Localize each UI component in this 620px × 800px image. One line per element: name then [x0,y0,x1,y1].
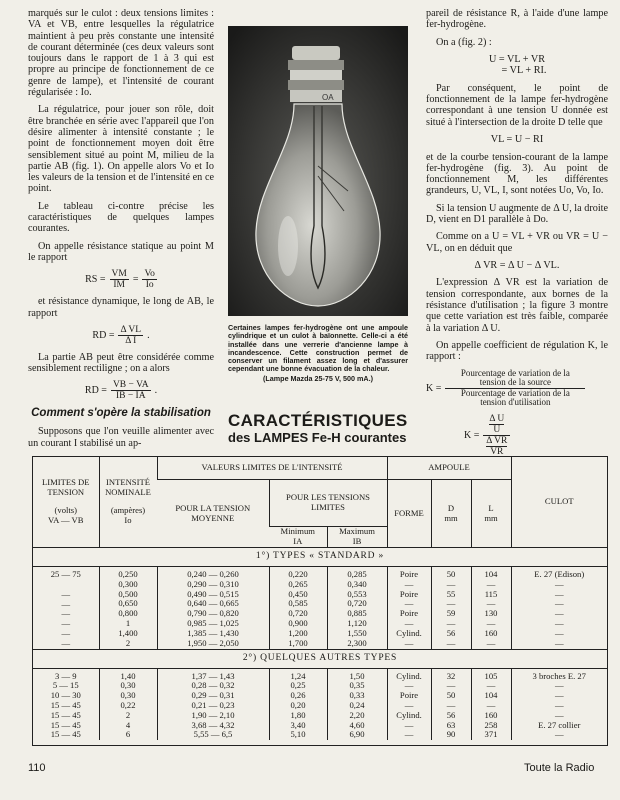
cell: 130 [484,608,498,619]
paragraph: On appelle résistance statique au point M le rapport [28,240,214,263]
cell: Poire [399,569,419,579]
cell: 160 [484,709,498,720]
cell: 0,450 [288,588,308,599]
section-standard-types: 1°) TYPES « STANDARD » [33,548,607,567]
cell: 0,26 [290,690,306,701]
col-maximum [327,567,387,650]
eq-lhs: RS = [85,274,106,286]
header-l [471,480,511,548]
cell: — [446,617,456,628]
cell: E. 27 (Edison) [534,569,585,579]
cell: 1,400 [118,627,138,638]
cell: 0,720 [288,608,308,619]
eq-lhs: K = [426,382,442,394]
cell: 0,985 — 1,025 [187,617,239,628]
header-label: Minimum [280,526,315,537]
cell: — [486,637,496,648]
cell: 0,35 [349,680,365,691]
header-symbol: IB [352,536,362,547]
cell: 1,120 [347,617,367,628]
table-title-line2: des LAMPES Fe-H courantes [228,430,407,445]
paragraph: marqués sur le culot : deux tensions limites : VA et VB, entre lesquelles la régulatrice maintient à peu près constante une intensité de courant déterminée (ces deux valeurs sont toujours dans le rapport de 1 à 3 qui est propre au principe de fonctionnement de ce genre de lampe), et l'intensité de courant régularisée : Io. [28,8,214,99]
header-ampoule: AMPOULE [387,457,511,480]
paragraph: On a (fig. 2) : [436,36,492,48]
cell: 5 — 15 [52,680,79,691]
eq-num: Δ VL [120,324,142,335]
page-number: 110 [28,762,46,774]
cell: 0,300 [118,578,138,589]
cell: — [486,598,496,609]
cell: 2,300 [347,637,367,648]
eq-end: . [154,385,158,397]
cell: 6 [125,729,131,740]
cell: 1,550 [347,627,367,638]
paragraph: et de la courbe tension-courant de la lampe fer-hydrogène (fig. 3). Au point de fonctionnement M, les différentes grandeurs, U, VL, I, sont notées Uo, Vo, Io. [426,151,608,197]
cell: 15 — 45 [50,719,81,730]
paragraph: On appelle coefficient de régulation K, le rapport : [426,339,608,363]
cell: 0,25 [290,680,306,691]
eq-line: = VL + RI. [501,65,547,77]
cell: 0,290 — 0,310 [187,578,239,589]
cell: 1,90 — 2,10 [191,709,235,720]
col-forme [387,567,431,650]
header-unit: (volts) [54,505,77,515]
cell: 0,220 [288,569,308,579]
cell: 0,29 — 0,31 [191,690,235,701]
equation-line-d: VL = U − RI [490,134,544,146]
cell: — [486,578,496,589]
eq-lhs: RD = [92,329,115,341]
cell: 0,285 [347,569,367,579]
eq-num: VM [111,269,127,280]
header-symbol: Io [124,514,132,525]
cell: 3,40 [290,719,306,730]
cell: 5,10 [290,729,306,740]
eq-num: VB − VA [112,380,149,391]
col-forme [387,668,431,740]
equation-delta: Δ VR = Δ U − Δ VL. [474,259,560,271]
eq-num: Δ VR [486,435,508,446]
cell: 56 [446,627,456,638]
col-minimum [269,567,327,650]
eq-den: Δ I [125,335,137,346]
cell: 0,720 [347,598,367,609]
cell: — [404,617,414,628]
eq-den: IB − IA [115,391,146,402]
col-l [471,567,511,650]
cell: — [61,608,71,619]
cell: — [404,598,414,609]
eq-den: VR [490,446,504,457]
cell: 4 [125,719,131,730]
cell: 0,250 [118,569,138,579]
cell: 0,240 — 0,260 [187,569,239,579]
col-d [431,567,471,650]
lamp-bulb-image [228,26,408,316]
eq-lhs: K = [464,429,480,441]
cell: Poire [399,690,419,701]
cell: 63 [446,719,456,730]
col-culot [511,668,607,740]
cell: 3,68 — 4,32 [191,719,235,730]
table-title [228,412,418,445]
equation-static-resistance [28,269,214,290]
cell: Poire [399,608,419,619]
header-culot: CULOT [511,457,607,548]
header-label: L [488,502,494,513]
header-symbol: VA — VB [47,514,84,525]
eq-line: U = VL + VR [488,53,546,65]
cell: 0,790 — 0,820 [187,608,239,619]
cell: — [404,680,414,691]
cell: 0,553 [347,588,367,599]
cell: — [61,618,71,629]
header-symbol: IA [293,536,303,547]
header-unit: mm [484,512,498,523]
cell: — [404,637,414,648]
paragraph: L'expression Δ VR est la variation de tension correspondante, aux bornes de la résistance d'utilisation ; la figure 3 montre que cette variation est très faible, comparée à la variation Δ U. [426,277,608,334]
cell: — [554,617,564,628]
paragraph: Si la tension U augmente de Δ U, la droite D, vient en D1 parallèle à Do. [426,202,608,226]
cell: 0,28 — 0,32 [191,680,235,691]
cell: — [554,627,564,638]
header-unit: mm [444,512,458,523]
cell: 3 broches E. 27 [532,670,586,681]
cell: 0,265 [288,578,308,589]
col-limites [33,668,99,740]
col-l [471,668,511,740]
col-culot [511,567,607,650]
paragraph: La régulatrice, pour jouer son rôle, doit être branchée en série avec l'appareil que l'on désire alimenter à intensité constante ; le point de fonctionnement moyen doit être sensiblement situé au point M, milieu de la partie AB (fig. 1). On appelle alors Vo et Io les valeurs de la tension et de l'intensité en ce point. [28,104,214,195]
paragraph: Supposons que l'on veuille alimenter avec un courant I stabilisé un ap- [28,426,214,449]
header-valeurs-limites: VALEURS LIMITES DE L'INTENSITÉ [157,457,387,480]
cell: 0,885 [347,608,367,619]
cell: — [554,578,564,589]
text-column-left [28,8,214,455]
cell: — [554,690,564,701]
cell: — [486,617,496,628]
header-d [431,480,471,548]
cell: 0,30 [120,690,136,701]
cell: Cylind. [396,670,422,681]
header-intensite [99,457,157,548]
base-marking: OA [322,93,334,102]
characteristics-table [32,456,608,746]
col-moyenne [157,668,269,740]
eq-num: Pourcentage de variation de la tension de la source [445,369,585,389]
cell: 59 [446,608,456,619]
lamp-photo [228,26,408,316]
cell: — [554,699,564,710]
equation-dynamic-resistance [28,325,214,346]
cell: 105 [484,670,498,681]
cell: 0,585 [288,598,308,609]
paragraph: Par conséquent, le point de fonctionnement de la lampe fer-hydrogène correspondant à une tension U donnée est situé à l'intersection de la droite D telle que [426,82,608,128]
cell: 2 [125,637,131,648]
cell: 0,800 [118,608,138,619]
equation-rd-linear [28,380,214,401]
cell: 32 [446,670,456,681]
cell: 1,385 — 1,430 [187,627,239,638]
cell: — [554,608,564,619]
header-label: Maximum [339,526,375,537]
col-intensite [99,668,157,740]
cell: — [404,729,414,740]
cell: 1,37 — 1,43 [191,670,235,681]
cell: — [446,637,456,648]
caption-text: Certaines lampes fer-hydrogène ont une ampoule cylindrique et un culot à baïonnette. Celle-ci a été installée dans une verrerie d'ancienne lampe à incandescence. Cette construction permet de conserver un filament assez long et d'assurer cependant une bonne évacuation de la chaleur. [228,323,408,374]
eq-num: Vo [144,269,155,280]
header-tension-moyenne: POUR LA TENSION MOYENNE [157,480,269,548]
header-forme: FORME [387,480,431,548]
cell: 0,20 [290,699,306,710]
text-column-right [426,8,608,463]
cell: — [61,588,71,599]
cell: — [554,588,564,599]
cell: 1,24 [290,670,306,681]
header-unit: (ampères) [110,505,146,515]
table-title-line1: CARACTÉRISTIQUES [228,411,408,430]
cell: 10 — 30 [50,690,81,701]
cell: 0,640 — 0,665 [187,598,239,609]
cell: — [446,598,456,609]
eq-num: Δ U [489,413,505,424]
cell: — [446,578,456,589]
cell: 0,21 — 0,23 [191,699,235,710]
cell: 0,650 [118,598,138,609]
eq-end: . [147,329,150,341]
cell: — [61,598,71,609]
equation-u [426,54,608,77]
paragraph: Le tableau ci-contre précise les caractéristiques de quelques lampes courantes. [28,200,214,235]
col-intensite [99,567,157,650]
eq-den: Io [145,280,154,291]
header-tensions-limites: POUR LES TENSIONS LIMITES [269,480,387,527]
cell: 115 [484,588,498,599]
cell: 371 [484,729,498,740]
cell: 15 — 45 [50,709,81,720]
header-label: D [447,502,455,513]
cell: 5,55 — 6,5 [193,729,233,740]
cell: — [486,699,496,710]
cell: 4,60 [349,719,365,730]
paragraph: La partie AB peut être considérée comme sensiblement rectiligne ; on a alors [28,351,214,375]
paragraph: et résistance dynamique, le long de AB, le rapport [28,296,214,319]
eq-den: U [493,424,501,435]
cell: 55 [446,588,456,599]
cell: — [61,627,71,638]
cell: Cylind. [396,709,422,720]
col-moyenne [157,567,269,650]
cell: 56 [446,709,456,720]
header-label: LIMITES DE TENSION [42,477,90,498]
cell: — [61,637,71,648]
cell: — [404,719,414,730]
publication-title: Toute la Radio [524,762,595,774]
section-heading: Comment s'opère la stabilisation [31,407,211,420]
cell: — [554,637,564,648]
cell: 104 [484,569,498,579]
cell: 3 — 9 [55,670,77,681]
cell: — [486,680,496,691]
cell: 25 — 75 [50,569,81,579]
equation-k-ratio [426,414,608,457]
cell: — [554,680,564,691]
col-d [431,668,471,740]
cell: 1,40 [120,670,136,681]
section-other-types: 2°) QUELQUES AUTRES TYPES [33,649,607,668]
cell: E. 27 collier [538,719,581,730]
cell: — [554,598,564,609]
col-minimum [269,668,327,740]
photo-caption [228,324,408,383]
cell: — [404,699,414,710]
eq-sign: = [132,274,139,286]
cell: 0,500 [118,588,138,599]
paragraph: Comme on a U = VL + VR ou VR = U − VL, on en déduit que [426,231,608,254]
cell: 0,490 — 0,515 [187,588,239,599]
paragraph: pareil de résistance R, à l'aide d'une lampe fer-hydrogène. [426,8,608,31]
cell: — [404,578,414,589]
cell: 1 [125,617,131,628]
cell: 0,340 [347,578,367,589]
cell: 50 [446,569,456,579]
col-maximum [327,668,387,740]
cell: 15 — 45 [50,699,81,710]
cell: 2 [125,709,131,720]
cell: 1,50 [349,670,365,681]
cell: 6,90 [349,729,365,740]
cell: 2,20 [349,709,365,720]
cell: 90 [446,729,456,740]
cell: 0,900 [288,617,308,628]
cell: 50 [446,690,456,701]
cell: — [446,680,456,691]
cell: — [554,709,564,720]
header-maximum [327,527,387,548]
cell: — [446,699,456,710]
cell: 1,80 [290,709,306,720]
cell: 1,700 [288,637,308,648]
col-limites [33,567,99,650]
eq-lhs: RD = [84,385,107,397]
cell: 0,22 [120,699,136,710]
cell: 15 — 45 [50,729,81,740]
caption-credit: (Lampe Mazda 25-75 V, 500 mA.) [263,373,373,383]
cell: Cylind. [396,627,422,638]
cell: 0,24 [349,699,365,710]
cell: 258 [484,719,498,730]
header-limites [33,457,99,548]
cell: 1,950 — 2,050 [187,637,239,648]
header-label: INTENSITÉ NOMINALE [105,477,151,498]
cell: Poire [399,588,419,599]
cell: — [554,729,564,740]
cell: 1,200 [288,627,308,638]
header-minimum [269,527,327,548]
eq-den: IM [113,280,125,291]
cell: 160 [484,627,498,638]
equation-k-definition [426,369,608,408]
cell: 0,30 [120,680,136,691]
cell: 0,33 [349,690,365,701]
cell: 104 [484,690,498,701]
eq-den: Pourcentage de variation de la tension d'utilisation [460,387,570,408]
